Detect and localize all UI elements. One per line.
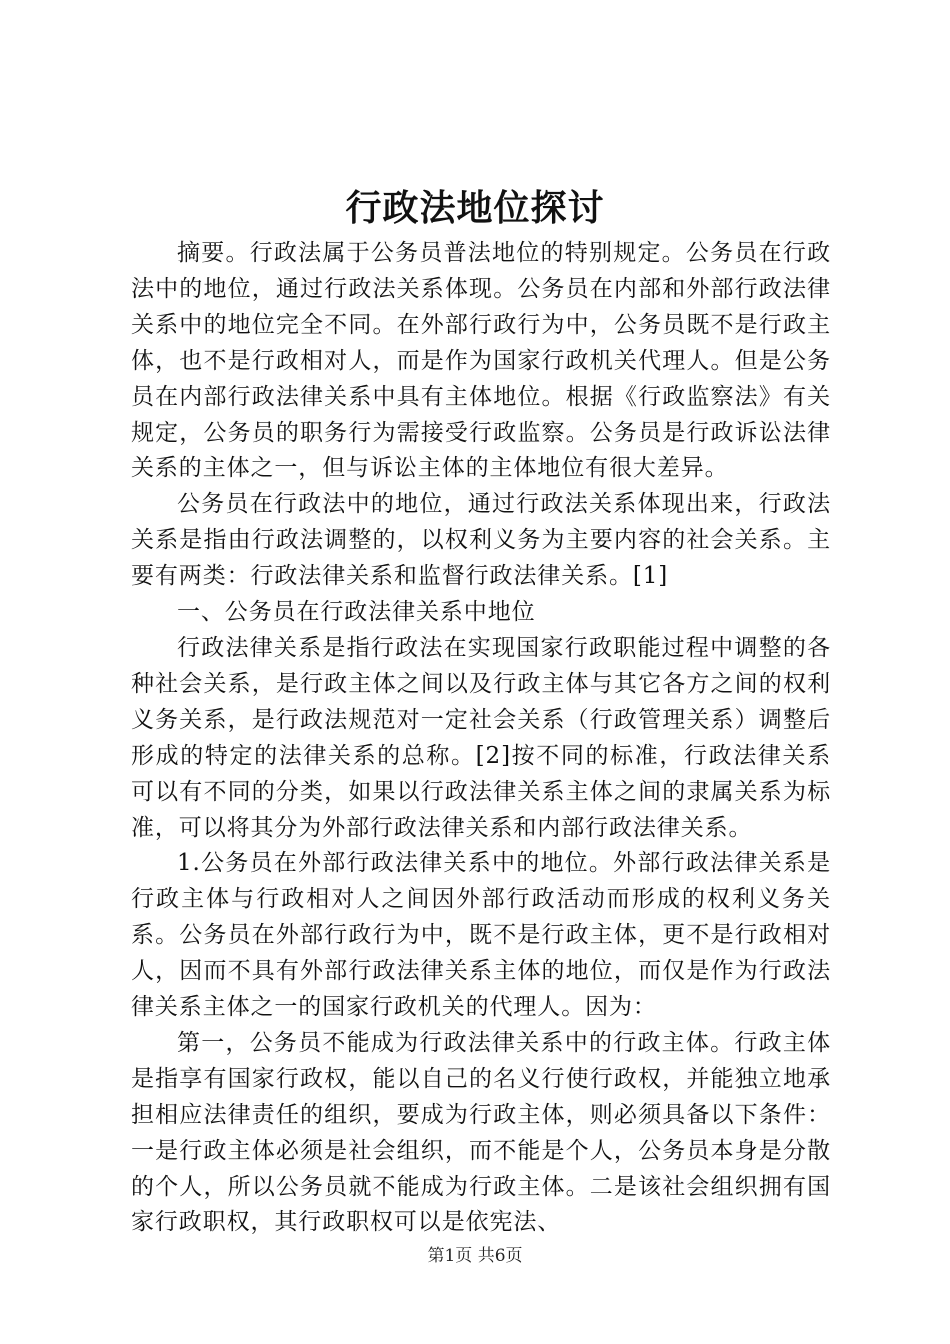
document-body (131, 236, 831, 1241)
body-paragraph: 行政法律关系是指行政法在实现国家行政职能过程中调整的各种社会关系，是行政主体之间以及行政主体与其它各方之间的权利义务关系，是行政法规范对一定社会关系（行政管理关系）调整后形成的特定的法律关系的总称。[2]按不同的标准，行政法律关系可以有不同的分类，如果以行政法律关系主体之间的隶属关系为标准，可以将其分为外部行政法律关系和内部行政法律关系。 (131, 634, 831, 841)
section-heading: 一、公务员在行政法律关系中地位 (177, 599, 536, 626)
body-paragraph: 1.公务员在外部行政法律关系中的地位。外部行政法律关系是行政主体与行政相对人之间因外部行政活动而形成的权利义务关系。公务员在外部行政行为中，既不是行政主体，更不是行政相对人，因而不具有外部行政法律关系主体的地位，而仅是作为行政法律关系主体之一的国家行政机关的代理人。因为： (131, 850, 831, 1021)
page-number-footer: 第1页 共6页 (427, 1246, 523, 1266)
abstract-paragraph: 摘要。行政法属于公务员普法地位的特别规定。公务员在行政法中的地位，通过行政法关系体现。公务员在内部和外部行政法律关系中的地位完全不同。在外部行政行为中，公务员既不是行政主体，也不是行政相对人，而是作为国家行政机关代理人。但是公务员在内部行政法律关系中具有主体地位。根据《行政监察法》有关规定，公务员的职务行为需接受行政监察。公务员是行政诉讼法律关系的主体之一，但与诉讼主体的主体地位有很大差异。 (131, 240, 831, 482)
body-paragraph: 公务员在行政法中的地位，通过行政法关系体现出来，行政法关系是指由行政法调整的，以权利义务为主要内容的社会关系。主要有两类：行政法律关系和监督行政法律关系。[1] (131, 491, 831, 590)
document-title: 行政法地位探讨 (345, 187, 605, 229)
body-paragraph: 第一，公务员不能成为行政法律关系中的行政主体。行政主体是指享有国家行政权，能以自己的名义行使行政权，并能独立地承担相应法律责任的组织，要成为行政主体，则必须具备以下条件：一是行政主体必须是社会组织，而不能是个人，公务员本身是分散的个人，所以公务员就不能成为行政主体。二是该社会组织拥有国家行政职权，其行政职权可以是依宪法、 (131, 1029, 831, 1236)
